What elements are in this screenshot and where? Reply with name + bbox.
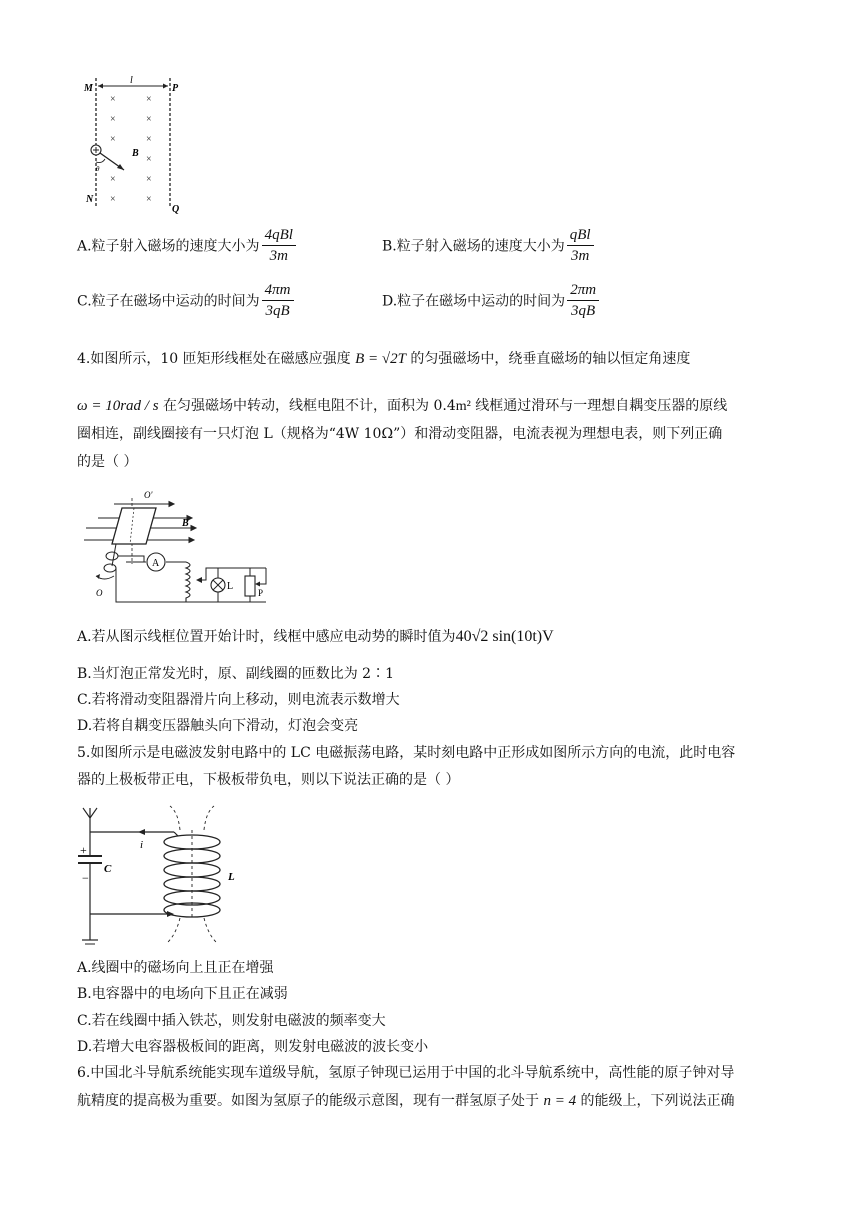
q4-label-rheostat: P xyxy=(258,588,264,598)
q4-stem-line-4: 的是（ ） xyxy=(77,454,138,470)
q5-label-minus: − xyxy=(82,871,89,885)
q4-angular-velocity: ω = 10rad / s xyxy=(77,398,159,414)
q3-option-b[interactable] xyxy=(382,226,594,265)
q3-option-b-fraction xyxy=(567,226,594,265)
svg-text:×: × xyxy=(110,134,116,145)
q4-option-b[interactable]: B.当灯泡正常发光时，原、副线圈的匝数比为 2∶1 xyxy=(77,666,395,682)
q3-option-b-text: B.粒子射入磁场的速度大小为 xyxy=(382,238,565,255)
q4-label-b: B xyxy=(182,518,189,529)
q6-energy-level: n = 4 xyxy=(543,1093,577,1109)
q6-stem-text-2a: 航精度的提高极为重要。如图为氢原子的能级示意图，现有一群氢原子处于 xyxy=(77,1093,539,1109)
q3-option-c[interactable] xyxy=(77,281,294,320)
q3-option-d[interactable] xyxy=(382,281,599,320)
q5-label-capacitor: C xyxy=(104,863,112,875)
q3-option-b-denominator: 3m xyxy=(571,248,590,264)
svg-text:×: × xyxy=(146,94,152,105)
q4-option-c[interactable]: C.若将滑动变阻器滑片向上移动，则电流表示数增大 xyxy=(77,692,400,708)
q5-option-d[interactable]: D.若增大电容器极板间的距离，则发射电磁波的波长变小 xyxy=(77,1039,429,1055)
q4-label-o-prime: O' xyxy=(144,490,153,500)
q5-lc-circuit-figure xyxy=(74,800,254,950)
q3-option-c-text: C.粒子在磁场中运动的时间为 xyxy=(77,293,260,310)
svg-text:×: × xyxy=(110,174,116,185)
q3-label-theta: θ xyxy=(96,165,100,173)
q3-magnetic-field-figure xyxy=(82,74,192,216)
q3-option-d-numerator: 2πm xyxy=(567,281,599,301)
q4-label-lamp: L xyxy=(227,581,234,592)
q4-option-a-formula: 40√2 sin(10t)V xyxy=(455,628,554,645)
q3-label-N: N xyxy=(86,194,94,205)
q3-option-d-text: D.粒子在磁场中运动的时间为 xyxy=(382,293,566,310)
q3-option-d-denominator: 3qB xyxy=(571,303,596,319)
q6-stem-line-2 xyxy=(77,1091,735,1111)
q3-option-c-denominator: 3qB xyxy=(265,303,290,319)
q4-stem-text-2b: 线框通过滑环与一理想自耦变压器的原线 xyxy=(475,398,728,414)
svg-text:×: × xyxy=(146,194,152,205)
svg-text:×: × xyxy=(146,114,152,125)
q4-area-unit: m² xyxy=(455,399,471,414)
q3-option-d-fraction xyxy=(567,281,599,320)
q3-label-P: P xyxy=(172,83,179,94)
q4-label-ammeter: A xyxy=(152,558,160,569)
q4-option-a[interactable] xyxy=(77,627,554,647)
svg-text:×: × xyxy=(146,154,152,165)
q5-label-current: i xyxy=(140,839,144,851)
q4-field-strength: B = √2T xyxy=(355,351,406,367)
q5-option-c[interactable]: C.若在线圈中插入铁芯，则发射电磁波的频率变大 xyxy=(77,1013,386,1029)
q5-label-inductor: L xyxy=(228,871,235,883)
q4-option-d[interactable]: D.若将自耦变压器触头向下滑动，灯泡会变亮 xyxy=(77,718,359,734)
q3-option-a-text: A.粒子射入磁场的速度大小为 xyxy=(77,238,260,255)
q6-stem-text-2b: 的能级上，下列说法正确 xyxy=(580,1093,735,1109)
q3-option-c-numerator: 4πm xyxy=(262,281,294,301)
svg-text:×: × xyxy=(110,114,116,125)
q3-label-Q: Q xyxy=(172,204,180,215)
q5-option-a[interactable]: A.线圈中的磁场向上且正在增强 xyxy=(77,960,274,976)
q4-stem-text-2a: 在匀强磁场中转动，线框电阻不计，面积为 0.4 xyxy=(163,398,456,414)
q5-label-plus: + xyxy=(80,843,87,857)
q5-stem-line-2: 器的上极板带正电，下极板带负电，则以下说法正确的是（ ） xyxy=(77,772,460,788)
q5-option-b[interactable]: B.电容器中的电场向下且正在减弱 xyxy=(77,986,288,1002)
q3-option-a[interactable] xyxy=(77,226,296,265)
q4-stem-line-2 xyxy=(77,396,727,417)
q3-field-crosses xyxy=(110,94,152,205)
svg-text:×: × xyxy=(146,134,152,145)
q4-stem-text-1a: 4.如图所示，10 匝矩形线框处在磁感应强度 xyxy=(77,351,351,367)
q3-option-b-numerator: qBl xyxy=(567,226,594,246)
q3-label-B: B xyxy=(132,148,139,159)
q4-stem-line-3: 圈相连，副线圈接有一只灯泡 L（规格为“4W 10Ω”）和滑动变阻器，电流表视为理想电表，则下列正确 xyxy=(77,426,723,442)
q3-option-a-fraction xyxy=(262,226,296,265)
svg-text:×: × xyxy=(146,174,152,185)
q3-label-l: l xyxy=(130,75,133,86)
q4-stem-line-1 xyxy=(77,349,690,369)
q3-option-c-fraction xyxy=(262,281,294,320)
q4-generator-transformer-figure xyxy=(74,484,274,606)
q4-label-o: O xyxy=(96,588,103,598)
q3-option-a-numerator: 4qBl xyxy=(262,226,296,246)
q4-option-a-text: A.若从图示线框位置开始计时，线框中感应电动势的瞬时值为 xyxy=(77,629,456,645)
svg-text:×: × xyxy=(110,194,116,205)
q3-label-M: M xyxy=(84,83,93,94)
q5-stem-line-1: 5.如图所示是电磁波发射电路中的 LC 电磁振荡电路，某时刻电路中正形成如图所示方向的电流，此时电容 xyxy=(77,745,736,761)
q6-stem-line-1: 6.中国北斗导航系统能实现车道级导航，氢原子钟现已运用于中国的北斗导航系统中，高性能的原子钟对导 xyxy=(77,1065,735,1081)
q3-option-a-denominator: 3m xyxy=(269,248,288,264)
q4-stem-text-1b: 的匀强磁场中，绕垂直磁场的轴以恒定角速度 xyxy=(410,351,691,367)
svg-text:×: × xyxy=(110,94,116,105)
